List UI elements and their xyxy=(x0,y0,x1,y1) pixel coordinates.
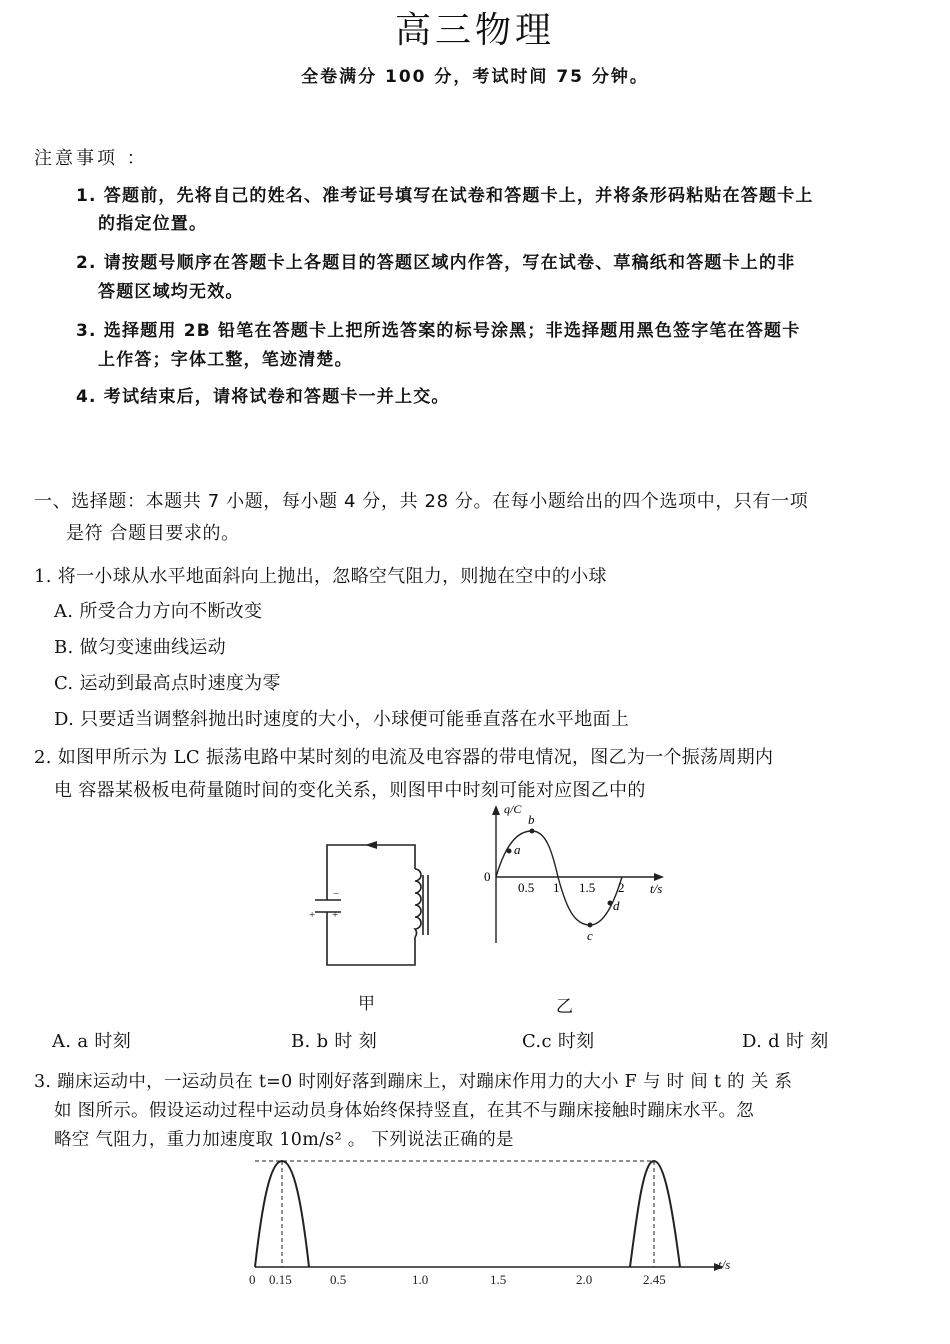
t-axis-label: t/s xyxy=(718,1257,731,1272)
q3-stem-line1: 3. 蹦床运动中，一运动员在 t=0 时刚好落到蹦床上，对蹦床作用力的大小 F 与 时 间 t 的 关 系 xyxy=(34,1072,793,1092)
section-heading-line2: 是符 合题目要求的。 xyxy=(66,523,240,544)
label-b: b xyxy=(528,812,535,827)
point-d xyxy=(608,901,613,906)
graph-y-label: q/C xyxy=(504,803,522,816)
charge-time-graph xyxy=(478,803,678,948)
q2-stem-line2: 电 容器某极板电荷量随时间的变化关系，则图甲中时刻可能对应图乙中的 xyxy=(54,780,646,801)
point-c xyxy=(588,923,593,928)
point-b xyxy=(530,829,535,834)
graph-tick-1: 1 xyxy=(553,880,560,895)
svg-text:−: − xyxy=(333,888,340,900)
tick-2.45: 2.45 xyxy=(643,1272,666,1287)
q1-option-d: D. 只要适当调整斜抛出时速度的大小，小球便可能垂直落在水平地面上 xyxy=(54,709,630,730)
q2-option-b: B. b 时 刻 xyxy=(291,1031,378,1052)
point-a xyxy=(507,849,512,854)
force-time-graph xyxy=(240,1145,750,1295)
tick-0.15: 0.15 xyxy=(269,1272,292,1287)
exam-subtitle: 全卷满分 100 分，考试时间 75 分钟。 xyxy=(301,67,649,87)
q3-stem-line3: 略空 气阻力，重力加速度取 10m/s² 。 下列说法正确的是 xyxy=(54,1130,514,1150)
page-title: 高三物理 xyxy=(394,10,555,51)
section-heading-line1: 一、选择题：本题共 7 小题，每小题 4 分，共 28 分。在每小题给出的四个选项中，只有一项 xyxy=(34,491,809,512)
tick-0.5: 0.5 xyxy=(330,1272,347,1287)
graph-tick-0.5: 0.5 xyxy=(518,880,535,895)
svg-text:+: + xyxy=(309,909,316,921)
graph-x-label: t/s xyxy=(650,881,663,896)
figure-caption-yi: 乙 xyxy=(556,997,574,1017)
q1-option-b: B. 做匀变速曲线运动 xyxy=(54,637,226,658)
notice-item-3-line2: 上作答；字体工整，笔迹清楚。 xyxy=(98,350,353,370)
tick-1.5: 1.5 xyxy=(490,1272,507,1287)
notice-item-2-line2: 答题区域均无效。 xyxy=(98,282,244,302)
q3-stem-line2: 如 图所示。假设运动过程中运动员身体始终保持竖直，在其不与蹦床接触时蹦床水平。忽 xyxy=(54,1101,755,1121)
svg-text:+: + xyxy=(332,909,339,921)
label-d: d xyxy=(613,898,620,913)
notice-item-2-line1: 2. 请按题号顺序在答题卡上各题目的答题区域内作答，写在试卷、草稿纸和答题卡上的非 xyxy=(76,253,796,273)
q1-stem: 1. 将一小球从水平地面斜向上抛出，忽略空气阻力，则抛在空中的小球 xyxy=(34,566,607,587)
y-axis-arrow-icon xyxy=(492,805,500,815)
label-c: c xyxy=(587,928,593,943)
figure-caption-jia: 甲 xyxy=(358,994,376,1014)
notice-item-4-line1: 4. 考试结束后，请将试卷和答题卡一并上交。 xyxy=(76,387,450,407)
current-arrow-icon xyxy=(365,841,377,849)
q2-option-c: C.c 时刻 xyxy=(522,1031,595,1052)
q2-option-d: D. d 时 刻 xyxy=(742,1031,829,1052)
tick-2.0: 2.0 xyxy=(576,1272,593,1287)
tick-0: 0 xyxy=(249,1272,256,1287)
notice-item-1-line1: 1. 答题前，先将自己的姓名、准考证号填写在试卷和答题卡上，并将条形码粘贴在答题卡上 xyxy=(76,186,814,206)
notice-item-3-line1: 3. 选择题用 2B 铅笔在答题卡上把所选答案的标号涂黑；非选择题用黑色签字笔在答题卡 xyxy=(76,321,801,341)
label-a: a xyxy=(514,842,521,857)
q1-option-a: A. 所受合力方向不断改变 xyxy=(54,601,263,622)
graph-tick-1.5: 1.5 xyxy=(579,880,596,895)
graph-origin: 0 xyxy=(484,869,491,884)
graph-tick-2: 2 xyxy=(618,880,625,895)
q2-stem-line1: 2. 如图甲所示为 LC 振荡电路中某时刻的电流及电容器的带电情况，图乙为一个振荡周期内 xyxy=(34,747,774,768)
q2-option-a: A. a 时刻 xyxy=(52,1031,131,1052)
x-axis-arrow-icon xyxy=(654,873,664,881)
notice-item-1-line2: 的指定位置。 xyxy=(98,214,208,234)
q1-option-c: C. 运动到最高点时速度为零 xyxy=(54,673,281,694)
lc-circuit-diagram xyxy=(305,835,440,975)
notice-heading: 注意事项 ： xyxy=(34,148,148,169)
tick-1.0: 1.0 xyxy=(412,1272,429,1287)
